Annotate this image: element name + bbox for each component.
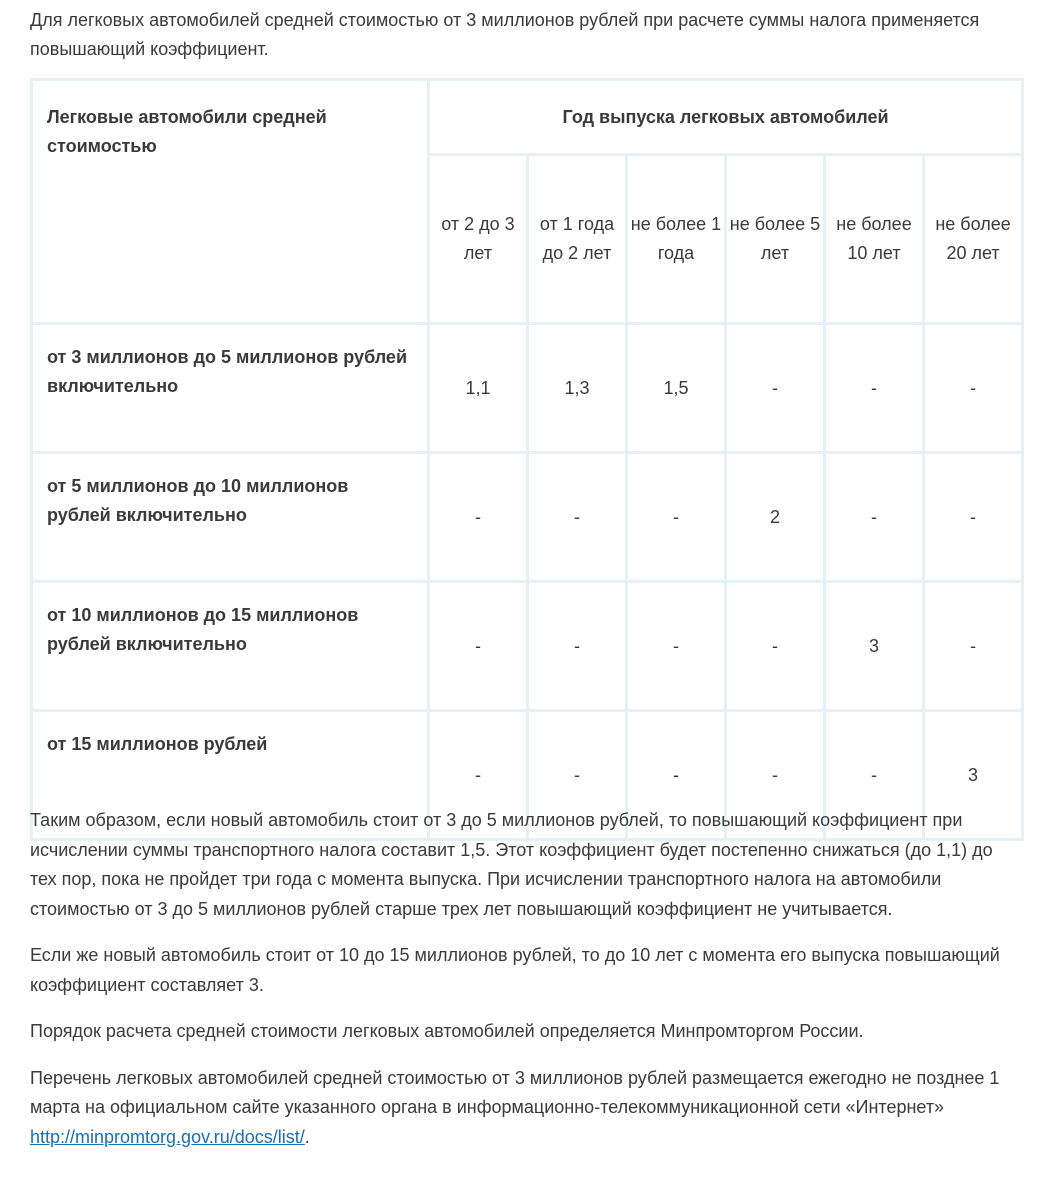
table-cell: 3: [924, 711, 1023, 840]
table-cell: 1,3: [528, 324, 627, 453]
paragraph: [30, 1064, 1020, 1153]
corner-header: Легковые автомобили средней стоимостью: [32, 80, 429, 324]
table-cell: -: [825, 711, 924, 840]
table-cell: -: [429, 711, 528, 840]
paragraph-text: Перечень легковых автомобилей средней стоимостью от 3 миллионов рублей размещается ежегодно не позднее 1 марта на официальном сайте указанного органа в информационно-телекоммуникационной сети «Интернет»: [30, 1067, 1000, 1117]
table-cell: -: [924, 324, 1023, 453]
table-cell: 1,1: [429, 324, 528, 453]
table-cell: -: [825, 453, 924, 582]
row-label: от 15 миллионов рублей: [32, 711, 429, 840]
table-row: [32, 453, 1023, 582]
column-header: не более 1 года: [627, 155, 726, 324]
table-cell: -: [924, 582, 1023, 711]
minpromtorg-link[interactable]: http://minpromtorg.gov.ru/docs/list/: [30, 1126, 305, 1147]
column-header: не более 10 лет: [825, 155, 924, 324]
body-text: [30, 806, 1020, 1169]
table-cell: -: [627, 453, 726, 582]
paragraph: Таким образом, если новый автомобиль стоит от 3 до 5 миллионов рублей, то повышающий коэффициент при исчислении суммы транспортного налога составит 1,5. Этот коэффициент будет постепенно снижаться (до 1,1) до тех пор, пока не пройдет три года с момента выпуска. При исчислении транспортного налога на автомобили стоимостью от 3 до 5 миллионов рублей старше трех лет повышающий коэффициент не учитывается.: [30, 810, 993, 919]
row-label: от 5 миллионов до 10 миллионов рублей включительно: [32, 453, 429, 582]
table-cell: -: [528, 711, 627, 840]
paragraph: Если же новый автомобиль стоит от 10 до 15 миллионов рублей, то до 10 лет с момента его выпуска повышающий коэффициент составляет 3.: [30, 945, 1000, 995]
table-cell: -: [429, 453, 528, 582]
table-cell: -: [429, 582, 528, 711]
table-cell: 2: [726, 453, 825, 582]
column-header: не более 5 лет: [726, 155, 825, 324]
coefficient-table: [30, 78, 1024, 841]
table-cell: -: [924, 453, 1023, 582]
row-label: от 3 миллионов до 5 миллионов рублей включительно: [32, 324, 429, 453]
paragraph: Порядок расчета средней стоимости легковых автомобилей определяется Минпромторгом России.: [30, 1021, 864, 1041]
row-label: от 10 миллионов до 15 миллионов рублей включительно: [32, 582, 429, 711]
table-row: [32, 582, 1023, 711]
column-header: от 1 года до 2 лет: [528, 155, 627, 324]
group-header: Год выпуска легковых автомобилей: [429, 80, 1023, 155]
table-cell: 1,5: [627, 324, 726, 453]
table-cell: -: [726, 582, 825, 711]
table-cell: -: [726, 711, 825, 840]
table-cell: -: [825, 324, 924, 453]
paragraph-end: .: [304, 1126, 310, 1147]
intro-paragraph: Для легковых автомобилей средней стоимостью от 3 миллионов рублей при расчете суммы налога применяется повышающий коэффициент.: [30, 10, 980, 59]
table-cell: -: [726, 324, 825, 453]
table-cell: -: [627, 582, 726, 711]
table-cell: -: [528, 453, 627, 582]
table-cell: 3: [825, 582, 924, 711]
column-header: не более 20 лет: [924, 155, 1023, 324]
table-cell: -: [627, 711, 726, 840]
table-cell: -: [528, 582, 627, 711]
table-row: [32, 324, 1023, 453]
column-header: от 2 до 3 лет: [429, 155, 528, 324]
table-header-row: [32, 80, 1023, 155]
